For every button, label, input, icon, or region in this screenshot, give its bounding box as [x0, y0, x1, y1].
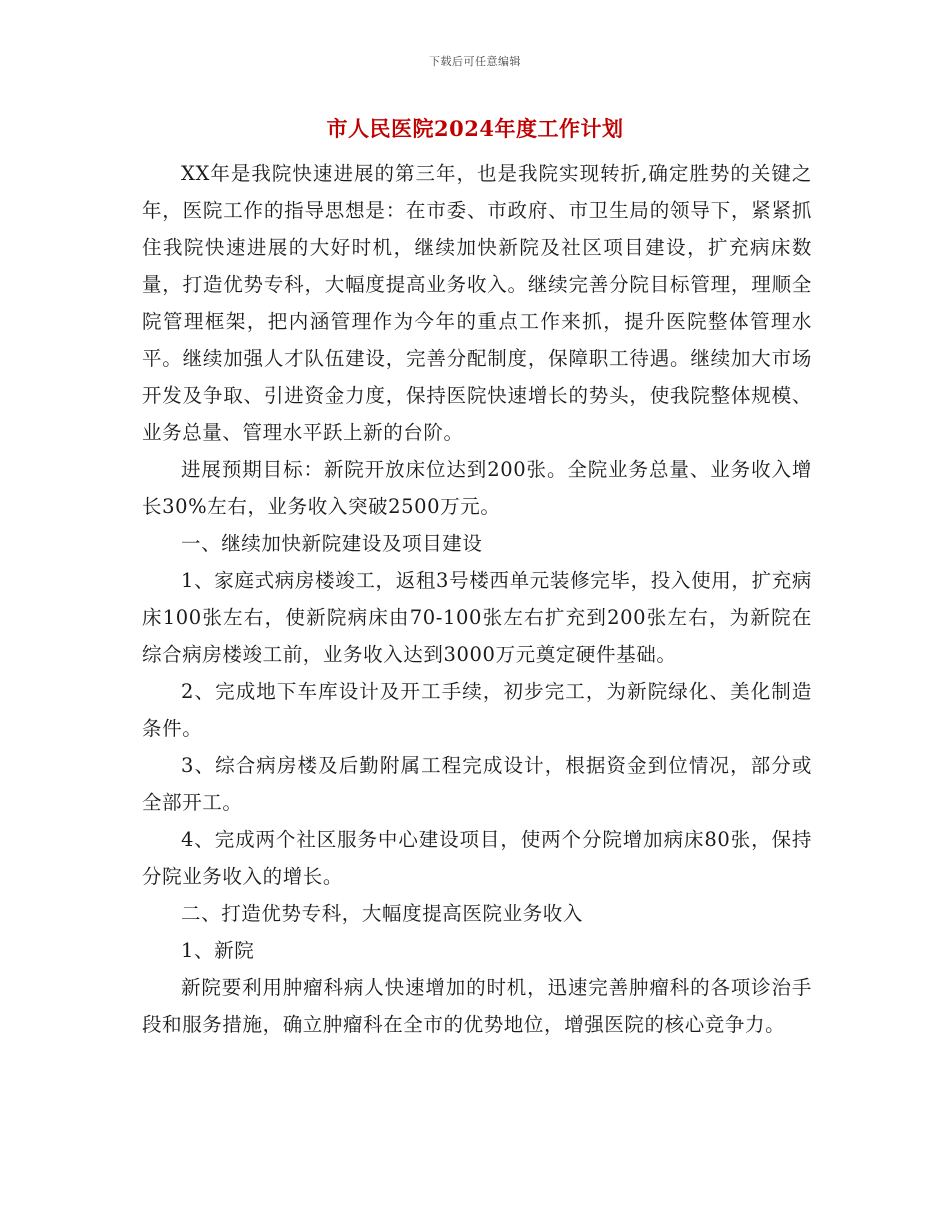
document-title: 市人民医院2024年度工作计划: [326, 116, 624, 141]
subsection-heading-2-1: 1、新院: [181, 939, 255, 962]
paragraph-goals: 进展预期目标：新院开放床位达到200张。全院业务总量、业务收入增长30%左右，业务收入突破2500万元。: [142, 458, 812, 518]
paragraph-item-1-4: 4、完成两个社区服务中心建设项目，使两个分院增加病床80张，保持分院业务收入的增长。: [142, 828, 812, 888]
paragraph-item-1-2: 2、完成地下车库设计及开工手续，初步完工，为新院绿化、美化制造条件。: [142, 680, 812, 740]
section-heading-1: 一、继续加快新院建设及项目建设: [181, 532, 483, 555]
section-heading-2: 二、打造优势专科，大幅度提高医院业务收入: [181, 902, 584, 925]
paragraph-item-1-1: 1、家庭式病房楼竣工，返租3号楼西单元装修完毕，投入使用，扩充病床100张左右，使新院病床由70-100张左右扩充到200张左右，为新院在综合病房楼竣工前，业务收入达到3000万元奠定硬件基础。: [142, 569, 812, 666]
document-body: [142, 155, 812, 1043]
paragraph-item-2-1: 新院要利用肿瘤科病人快速增加的时机，迅速完善肿瘤科的各项诊治手段和服务措施，确立肿瘤科在全市的优势地位，增强医院的核心竞争力。: [142, 976, 812, 1036]
paragraph-intro: XX年是我院快速进展的第三年，也是我院实现转折,确定胜势的关键之年，医院工作的指导思想是：在市委、市政府、市卫生局的领导下，紧紧抓住我院快速进展的大好时机，继续加快新院及社区项目建设，扩充病床数量，打造优势专科，大幅度提高业务收入。继续完善分院目标管理，理顺全院管理框架，把内涵管理作为今年的重点工作来抓，提升医院整体管理水平。继续加强人才队伍建设，完善分配制度，保障职工待遇。继续加大市场开发及争取、引进资金力度，保持医院快速增长的势头，使我院整体规模、业务总量、管理水平跃上新的台阶。: [142, 162, 812, 444]
header-note: 下载后可任意编辑: [429, 55, 521, 68]
paragraph-item-1-3: 3、综合病房楼及后勤附属工程完成设计，根据资金到位情况，部分或全部开工。: [142, 754, 812, 814]
